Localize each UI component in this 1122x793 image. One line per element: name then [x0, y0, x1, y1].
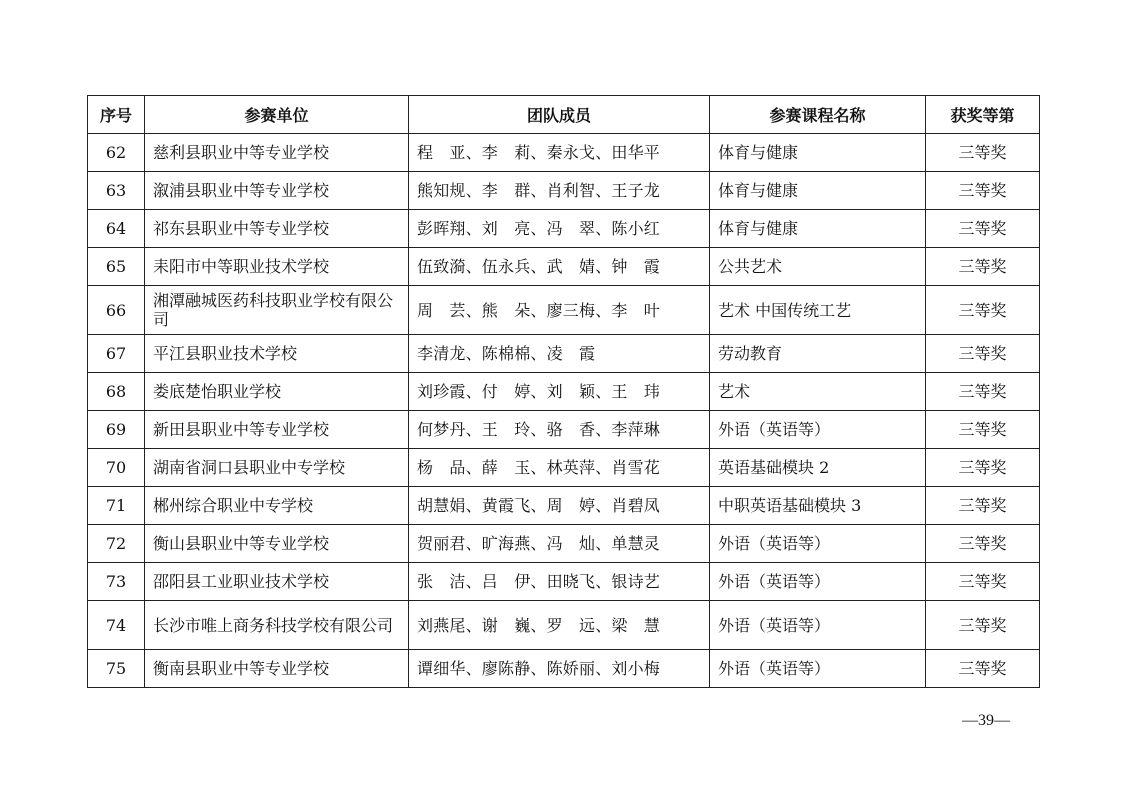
cell-members: 胡慧娟、黄霞飞、周 婷、肖碧凤 [409, 487, 710, 525]
cell-no: 74 [88, 601, 145, 650]
cell-course: 体育与健康 [710, 172, 926, 210]
cell-members: 张 洁、吕 伊、田晓飞、银诗艺 [409, 563, 710, 601]
table-row [88, 650, 1040, 688]
cell-unit: 湘潭融城医药科技职业学校有限公司 [145, 286, 409, 335]
cell-award: 三等奖 [926, 411, 1040, 449]
cell-no: 62 [88, 134, 145, 172]
cell-no: 71 [88, 487, 145, 525]
cell-no: 67 [88, 335, 145, 373]
cell-unit: 耒阳市中等职业技术学校 [145, 248, 409, 286]
cell-members: 程 亚、李 莉、秦永戈、田华平 [409, 134, 710, 172]
cell-no: 72 [88, 525, 145, 563]
table-row [88, 601, 1040, 650]
cell-no: 65 [88, 248, 145, 286]
cell-award: 三等奖 [926, 172, 1040, 210]
cell-unit: 溆浦县职业中等专业学校 [145, 172, 409, 210]
cell-no: 69 [88, 411, 145, 449]
table-row [88, 172, 1040, 210]
cell-members: 刘燕尾、谢 巍、罗 远、梁 慧 [409, 601, 710, 650]
cell-course: 外语（英语等） [710, 650, 926, 688]
cell-award: 三等奖 [926, 525, 1040, 563]
cell-award: 三等奖 [926, 335, 1040, 373]
cell-course: 外语（英语等） [710, 563, 926, 601]
cell-unit: 娄底楚怡职业学校 [145, 373, 409, 411]
cell-award: 三等奖 [926, 373, 1040, 411]
cell-course: 体育与健康 [710, 134, 926, 172]
cell-members: 何梦丹、王 玲、骆 香、李萍琳 [409, 411, 710, 449]
cell-no: 70 [88, 449, 145, 487]
cell-course: 英语基础模块 2 [710, 449, 926, 487]
cell-award: 三等奖 [926, 449, 1040, 487]
cell-unit: 衡南县职业中等专业学校 [145, 650, 409, 688]
cell-members: 周 芸、熊 朵、廖三梅、李 叶 [409, 286, 710, 335]
header-course: 参赛课程名称 [710, 96, 926, 134]
cell-course: 艺术 [710, 373, 926, 411]
table-row [88, 248, 1040, 286]
cell-no: 75 [88, 650, 145, 688]
cell-members: 杨 品、薛 玉、林英萍、肖雪花 [409, 449, 710, 487]
cell-members: 刘珍霞、付 婷、刘 颖、王 玮 [409, 373, 710, 411]
header-no: 序号 [88, 96, 145, 134]
table-row [88, 449, 1040, 487]
cell-unit: 新田县职业中等专业学校 [145, 411, 409, 449]
cell-unit: 慈利县职业中等专业学校 [145, 134, 409, 172]
cell-award: 三等奖 [926, 286, 1040, 335]
cell-award: 三等奖 [926, 134, 1040, 172]
header-unit: 参赛单位 [145, 96, 409, 134]
cell-no: 66 [88, 286, 145, 335]
cell-course: 体育与健康 [710, 210, 926, 248]
cell-unit: 祁东县职业中等专业学校 [145, 210, 409, 248]
awards-table [87, 95, 1040, 688]
table-header-row [88, 96, 1040, 134]
header-members: 团队成员 [409, 96, 710, 134]
table-row [88, 335, 1040, 373]
table-row [88, 525, 1040, 563]
cell-award: 三等奖 [926, 248, 1040, 286]
cell-course: 外语（英语等） [710, 601, 926, 650]
table-row [88, 134, 1040, 172]
cell-members: 贺丽君、旷海燕、冯 灿、单慧灵 [409, 525, 710, 563]
page-number: —39— [962, 712, 1010, 729]
cell-award: 三等奖 [926, 601, 1040, 650]
table-row [88, 563, 1040, 601]
cell-unit: 湖南省洞口县职业中专学校 [145, 449, 409, 487]
cell-members: 谭细华、廖陈静、陈娇丽、刘小梅 [409, 650, 710, 688]
cell-unit: 郴州综合职业中专学校 [145, 487, 409, 525]
cell-members: 李清龙、陈棉棉、凌 霞 [409, 335, 710, 373]
cell-unit: 衡山县职业中等专业学校 [145, 525, 409, 563]
cell-members: 彭晖翔、刘 亮、冯 翠、陈小红 [409, 210, 710, 248]
cell-award: 三等奖 [926, 210, 1040, 248]
cell-award: 三等奖 [926, 563, 1040, 601]
cell-unit: 长沙市唯上商务科技学校有限公司 [145, 601, 409, 650]
cell-course: 公共艺术 [710, 248, 926, 286]
cell-members: 伍致漪、伍永兵、武 婧、钟 霞 [409, 248, 710, 286]
cell-unit: 邵阳县工业职业技术学校 [145, 563, 409, 601]
cell-no: 68 [88, 373, 145, 411]
cell-course: 艺术 中国传统工艺 [710, 286, 926, 335]
cell-no: 63 [88, 172, 145, 210]
table-row [88, 411, 1040, 449]
cell-course: 中职英语基础模块 3 [710, 487, 926, 525]
cell-members: 熊知规、李 群、肖利智、王子龙 [409, 172, 710, 210]
cell-course: 外语（英语等） [710, 411, 926, 449]
table-row [88, 487, 1040, 525]
cell-course: 外语（英语等） [710, 525, 926, 563]
cell-no: 73 [88, 563, 145, 601]
table-row [88, 210, 1040, 248]
cell-unit: 平江县职业技术学校 [145, 335, 409, 373]
table-row [88, 373, 1040, 411]
cell-no: 64 [88, 210, 145, 248]
header-award: 获奖等第 [926, 96, 1040, 134]
cell-award: 三等奖 [926, 487, 1040, 525]
table-row [88, 286, 1040, 335]
cell-award: 三等奖 [926, 650, 1040, 688]
cell-course: 劳动教育 [710, 335, 926, 373]
